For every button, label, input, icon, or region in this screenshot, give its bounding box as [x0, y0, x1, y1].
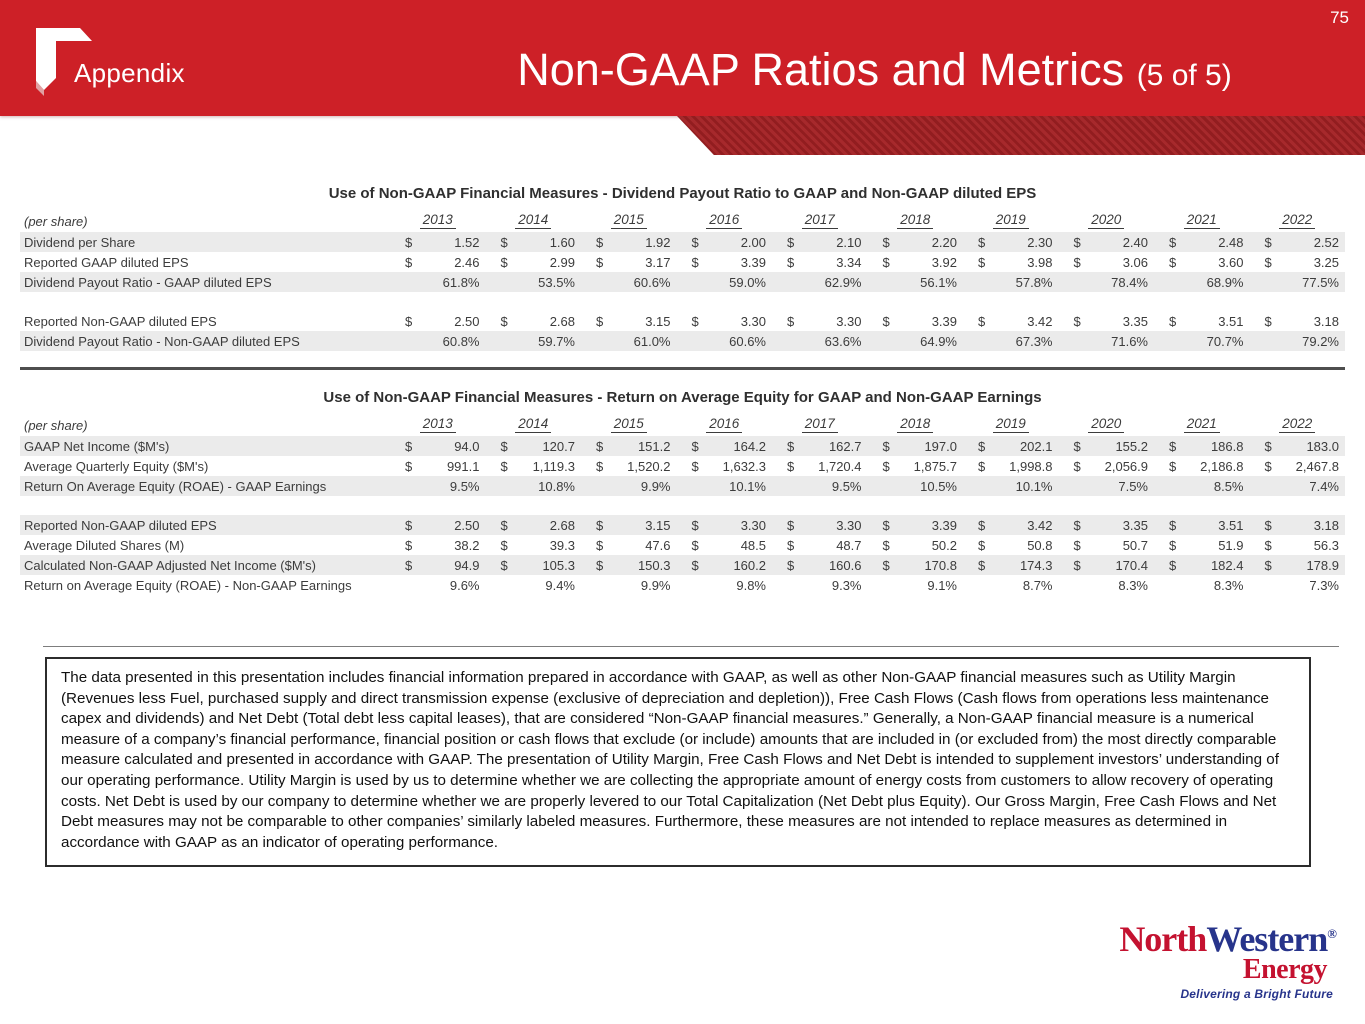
value-cell: 71.6%	[1111, 333, 1148, 349]
value-cell: $ 2.10	[787, 234, 862, 250]
value-cell: 9.5%	[831, 478, 862, 494]
row-label: GAAP Net Income ($M's)	[24, 438, 170, 454]
value-cell: 61.0%	[633, 333, 671, 349]
value-cell: $ 178.9	[1264, 557, 1339, 573]
value-cell: 59.7%	[538, 333, 575, 349]
table-row	[20, 436, 1345, 456]
year-column-header: 2017	[772, 212, 868, 229]
unit-label: (per share)	[24, 214, 88, 229]
row-label: Dividend Payout Ratio - Non-GAAP diluted EPS	[24, 333, 300, 349]
value-cell: $ 2.00	[691, 234, 766, 250]
value-cell: $ 3.51	[1169, 313, 1244, 329]
value-cell: 9.4%	[545, 577, 575, 593]
value-cell: 53.5%	[538, 274, 575, 290]
logo-western-text: Western	[1206, 919, 1328, 959]
year-column-header: 2020	[1059, 416, 1155, 433]
value-cell: $ 1,632.3	[691, 458, 766, 474]
value-cell: $ 3.51	[1169, 517, 1244, 533]
table-row	[20, 331, 1345, 351]
value-cell: $ 2.46	[405, 254, 480, 270]
table-divider	[20, 367, 1345, 370]
value-cell: $ 174.3	[978, 557, 1053, 573]
value-cell: $ 3.39	[882, 313, 957, 329]
value-cell: $ 47.6	[596, 537, 671, 553]
value-cell: 9.9%	[640, 478, 671, 494]
logo-tagline: Delivering a Bright Future	[1180, 987, 1333, 1001]
value-cell: $ 155.2	[1073, 438, 1148, 454]
disclaimer-box	[45, 657, 1311, 867]
table-row	[20, 252, 1345, 272]
value-cell: $ 162.7	[787, 438, 862, 454]
value-cell: $ 182.4	[1169, 557, 1244, 573]
year-column-header: 2013	[390, 416, 486, 433]
year-column-header: 2016	[677, 416, 773, 433]
value-cell: $ 50.8	[978, 537, 1053, 553]
value-cell: $ 48.5	[691, 537, 766, 553]
value-cell: $ 183.0	[1264, 438, 1339, 454]
tables-area	[20, 183, 1345, 595]
value-cell: $ 1,998.8	[978, 458, 1053, 474]
year-column-header: 2020	[1059, 212, 1155, 229]
row-label: Return On Average Equity (ROAE) - GAAP Earnings	[24, 478, 327, 494]
value-cell: 7.5%	[1118, 478, 1148, 494]
value-cell: $ 3.30	[691, 313, 766, 329]
value-cell: 78.4%	[1111, 274, 1148, 290]
value-cell: $ 160.2	[691, 557, 766, 573]
year-column-header: 2014	[486, 212, 582, 229]
value-cell: $ 3.60	[1169, 254, 1244, 270]
value-cell: 7.3%	[1309, 577, 1339, 593]
value-cell: 8.5%	[1213, 478, 1244, 494]
value-cell: $ 170.4	[1073, 557, 1148, 573]
value-cell: 59.0%	[729, 274, 766, 290]
row-label: Dividend per Share	[24, 234, 136, 250]
logo-energy-text: Energy	[1242, 954, 1327, 985]
value-cell: 63.6%	[824, 333, 862, 349]
value-cell: $ 56.3	[1264, 537, 1339, 553]
table-header-row	[20, 205, 1345, 232]
value-cell: $ 3.06	[1073, 254, 1148, 270]
table-row	[20, 575, 1345, 595]
table-title: Use of Non-GAAP Financial Measures - Dividend Payout Ratio to GAAP and Non-GAAP diluted EPS	[328, 185, 1037, 202]
value-cell: $ 105.3	[500, 557, 575, 573]
year-column-header: 2015	[581, 212, 677, 229]
value-cell: $ 3.30	[691, 517, 766, 533]
roae-table	[20, 387, 1345, 595]
value-cell: $ 3.39	[691, 254, 766, 270]
value-cell: $ 2.99	[500, 254, 575, 270]
year-column-header: 2013	[390, 212, 486, 229]
page-number: 75	[1330, 8, 1349, 27]
year-column-header: 2017	[772, 416, 868, 433]
year-column-header: 2014	[486, 416, 582, 433]
page-title-text: Non-GAAP Ratios and Metrics	[517, 44, 1125, 95]
value-cell: $ 3.35	[1073, 313, 1148, 329]
table-grid	[20, 409, 1345, 595]
value-cell: $ 3.30	[787, 517, 862, 533]
dividend-payout-table	[20, 183, 1345, 351]
year-column-header: 2022	[1250, 416, 1346, 433]
spacer-row	[20, 496, 1345, 515]
table-row	[20, 456, 1345, 476]
page-title-suffix: (5 of 5)	[1136, 59, 1232, 92]
table-row	[20, 311, 1345, 331]
value-cell: $ 2,467.8	[1264, 458, 1339, 474]
value-cell: $ 3.42	[978, 313, 1053, 329]
value-cell: 9.6%	[449, 577, 480, 593]
value-cell: 8.3%	[1213, 577, 1244, 593]
value-cell: 64.9%	[920, 333, 957, 349]
row-label: Calculated Non-GAAP Adjusted Net Income ($M's)	[24, 557, 316, 573]
year-column-header: 2022	[1250, 212, 1346, 229]
company-logo	[1097, 916, 1337, 1001]
year-column-header: 2019	[963, 416, 1059, 433]
value-cell: $ 2.48	[1169, 234, 1244, 250]
value-cell: 9.9%	[640, 577, 671, 593]
logo-wordmark	[1097, 916, 1337, 957]
row-label: Reported Non-GAAP diluted EPS	[24, 313, 217, 329]
value-cell: 60.8%	[442, 333, 480, 349]
value-cell: $ 2.40	[1073, 234, 1148, 250]
table-row	[20, 232, 1345, 252]
value-cell: $ 3.18	[1264, 313, 1339, 329]
value-cell: 68.9%	[1206, 274, 1244, 290]
table-header-row	[20, 409, 1345, 436]
value-cell: $ 48.7	[787, 537, 862, 553]
registered-mark-icon: ®	[1327, 926, 1337, 941]
table-row	[20, 555, 1345, 575]
value-cell: 61.8%	[442, 274, 480, 290]
value-cell: $ 94.9	[405, 557, 480, 573]
row-label: Average Quarterly Equity ($M's)	[24, 458, 209, 474]
value-cell: 8.3%	[1118, 577, 1148, 593]
appendix-label: Appendix	[74, 58, 185, 88]
value-cell: $ 3.17	[596, 254, 671, 270]
value-cell: $ 38.2	[405, 537, 480, 553]
value-cell: 10.1%	[1015, 478, 1053, 494]
value-cell: $ 186.8	[1169, 438, 1244, 454]
value-cell: $ 164.2	[691, 438, 766, 454]
value-cell: $ 3.15	[596, 313, 671, 329]
unit-label: (per share)	[24, 418, 88, 433]
value-cell: 10.8%	[538, 478, 575, 494]
value-cell: $ 3.15	[596, 517, 671, 533]
value-cell: $ 151.2	[596, 438, 671, 454]
table-grid	[20, 205, 1345, 351]
value-cell: $ 1,875.7	[882, 458, 957, 474]
table-title: Use of Non-GAAP Financial Measures - Return on Average Equity for GAAP and Non-GAAP Earnings	[323, 389, 1042, 406]
value-cell: $ 3.42	[978, 517, 1053, 533]
page-title	[420, 44, 1329, 96]
value-cell: $ 50.7	[1073, 537, 1148, 553]
row-label: Dividend Payout Ratio - GAAP diluted EPS	[24, 274, 272, 290]
row-label: Reported GAAP diluted EPS	[24, 254, 189, 270]
value-cell: $ 1,720.4	[787, 458, 862, 474]
decorative-red-band	[0, 116, 1365, 155]
value-cell: $ 150.3	[596, 557, 671, 573]
value-cell: 60.6%	[633, 274, 671, 290]
value-cell: 56.1%	[920, 274, 957, 290]
value-cell: $ 2.20	[882, 234, 957, 250]
value-cell: $ 2,056.9	[1073, 458, 1148, 474]
value-cell: 10.5%	[920, 478, 957, 494]
value-cell: 9.3%	[831, 577, 862, 593]
horizontal-rule	[43, 646, 1339, 647]
row-label: Return on Average Equity (ROAE) - Non-GAAP Earnings	[24, 577, 352, 593]
row-label: Average Diluted Shares (M)	[24, 537, 185, 553]
value-cell: $ 120.7	[500, 438, 575, 454]
value-cell: 62.9%	[824, 274, 862, 290]
value-cell: 57.8%	[1015, 274, 1053, 290]
value-cell: $ 2.68	[500, 313, 575, 329]
logo-north-text: North	[1119, 919, 1207, 959]
value-cell: $ 94.0	[405, 438, 480, 454]
value-cell: 77.5%	[1302, 274, 1339, 290]
table-row	[20, 535, 1345, 555]
disclaimer-text: The data presented in this presentation includes financial information prepared in accordance with GAAP, as well as other Non-GAAP financial measures such as Utility Margin (Revenues less Fuel, purchased supply and direct transmission expense (exclusive of depreciation and depletion)), Free Cash Flows (Cash flows from operations less maintenance capex and dividends) and Net Debt (Total debt less capital leases), that are considered “Non-GAAP financial measures.” Generally, a Non-GAAP financial measure is a numerical measure of a company’s financial performance, financial position or cash flows that exclude (or include) amounts that are included in (or excluded from) the most directly comparable measure calculated and presented in accordance with GAAP. The presentation of Utility Margin, Free Cash Flows and Net Debt is intended to supplement investors’ understanding of our operating performance. Utility Margin is used by us to determine whether we are collecting the appropriate amount of energy costs from customers to allow recovery of operating costs. Net Debt is used by our company to determine whether we are properly levered to our Total Capitalization (Net Debt plus Equity). Our Gross Margin, Free Cash Flows and Net Debt measures may not be comparable to other companies’ similarly labeled measures. Furthermore, these measures are not intended to replace measures as determined in accordance with GAAP as an indicator of operating performance.	[61, 669, 1279, 851]
value-cell: $ 1.60	[500, 234, 575, 250]
row-label: Reported Non-GAAP diluted EPS	[24, 517, 217, 533]
value-cell: $ 2.52	[1264, 234, 1339, 250]
value-cell: $ 2.50	[405, 517, 480, 533]
value-cell: 9.1%	[927, 577, 957, 593]
value-cell: $ 2,186.8	[1169, 458, 1244, 474]
value-cell: $ 1.92	[596, 234, 671, 250]
value-cell: $ 3.18	[1264, 517, 1339, 533]
spacer-row	[20, 292, 1345, 311]
value-cell: 79.2%	[1302, 333, 1339, 349]
value-cell: 8.7%	[1022, 577, 1053, 593]
value-cell: $ 3.34	[787, 254, 862, 270]
header-banner	[0, 0, 1365, 116]
value-cell: $ 3.35	[1073, 517, 1148, 533]
value-cell: $ 51.9	[1169, 537, 1244, 553]
value-cell: $ 202.1	[978, 438, 1053, 454]
year-column-header: 2018	[868, 416, 964, 433]
value-cell: $ 991.1	[405, 458, 480, 474]
value-cell: $ 3.98	[978, 254, 1053, 270]
value-cell: $ 2.68	[500, 517, 575, 533]
value-cell: $ 50.2	[882, 537, 957, 553]
value-cell: 9.5%	[449, 478, 480, 494]
year-column-header: 2021	[1154, 416, 1250, 433]
value-cell: $ 2.30	[978, 234, 1053, 250]
value-cell: 70.7%	[1206, 333, 1244, 349]
value-cell: 10.1%	[729, 478, 766, 494]
value-cell: 7.4%	[1309, 478, 1339, 494]
value-cell: $ 39.3	[500, 537, 575, 553]
value-cell: $ 170.8	[882, 557, 957, 573]
table-row	[20, 515, 1345, 535]
value-cell: 9.8%	[736, 577, 766, 593]
value-cell: $ 3.39	[882, 517, 957, 533]
table-row	[20, 272, 1345, 292]
value-cell: 60.6%	[729, 333, 766, 349]
value-cell: $ 1.52	[405, 234, 480, 250]
year-column-header: 2016	[677, 212, 773, 229]
value-cell: $ 2.50	[405, 313, 480, 329]
value-cell: 67.3%	[1015, 333, 1053, 349]
year-column-header: 2021	[1154, 212, 1250, 229]
year-column-header: 2019	[963, 212, 1059, 229]
value-cell: $ 160.6	[787, 557, 862, 573]
year-column-header: 2015	[581, 416, 677, 433]
value-cell: $ 3.30	[787, 313, 862, 329]
value-cell: $ 1,119.3	[500, 458, 575, 474]
year-column-header: 2018	[868, 212, 964, 229]
table-row	[20, 476, 1345, 496]
value-cell: $ 3.25	[1264, 254, 1339, 270]
value-cell: $ 1,520.2	[596, 458, 671, 474]
value-cell: $ 197.0	[882, 438, 957, 454]
value-cell: $ 3.92	[882, 254, 957, 270]
